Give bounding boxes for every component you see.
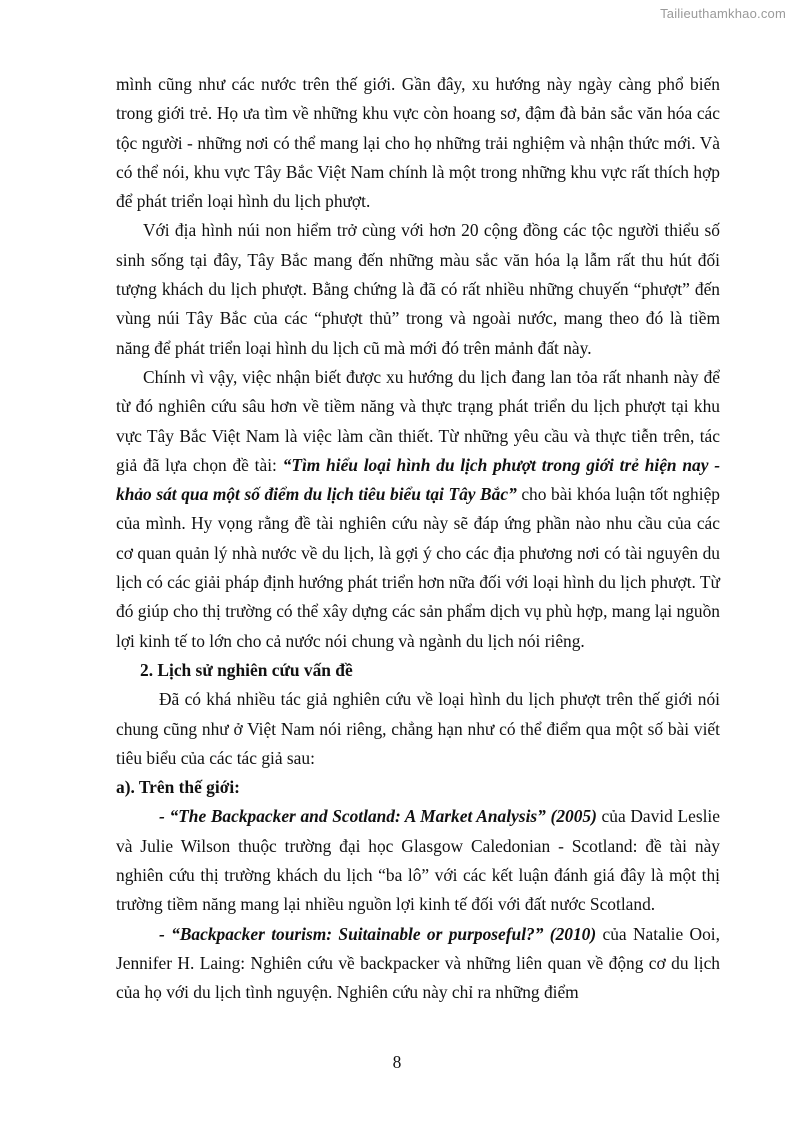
list-item-backpacker-tourism (116, 920, 720, 1008)
paragraph-intro-continuation: mình cũng như các nước trên thế giới. Gần đây, xu hướng này ngày càng phổ biến trong giới trẻ. Họ ưa tìm về những khu vực còn hoang sơ, đậm đà bản sắc văn hóa các tộc người - những nơi có thể mang lại cho họ những trải nghiệm và nhận thức mới. Và có thể nói, khu vực Tây Bắc Việt Nam chính là một trong những khu vực rất thích hợp để phát triển loại hình du lịch phượt. (116, 74, 720, 212)
list-item-backpacker-scotland (116, 802, 720, 919)
document-page (116, 70, 720, 1008)
page-number: 8 (392, 1052, 402, 1072)
watermark-text: Tailieuthamkhao.com (660, 6, 786, 21)
topic-follow-text: cho bài khóa luận tốt nghiệp của mình. Hy vọng rằng đề tài nghiên cứu này sẽ đáp ứng phần nào nhu cầu của các cơ quan quản lý nhà nước về du lịch, là gợi ý cho các địa phương nơi có tài nguyên du lịch có các giải pháp định hướng phát triển hơn nữa đối với loại hình du lịch phượt. Từ đó giúp cho thị trường có thể xây dựng các sản phẩm dịch vụ phù hợp, mang lại nguồn lợi kinh tế to lớn cho cả nước nói chung và ngành du lịch nói riêng. (116, 484, 720, 651)
reference-description: của David Leslie và Julie Wilson thuộc trường đại học Glasgow Caledonian - Scotland: đề tài này nghiên cứu thị trường khách du lịch “ba lô” với các kết luận đánh giá đây là một thị trường tiềm năng mang lại nhiều nguồn lợi kinh tế đối với đất nước Scotland. (116, 806, 720, 915)
thesis-title: “Tìm hiểu loại hình du lịch phượt trong giới trẻ hiện nay - khảo sát qua một số điểm du lịch tiêu biểu tại Tây Bắc” (116, 454, 720, 505)
topic-lead-text: Chính vì vậy, việc nhận biết được xu hướng du lịch đang lan tỏa rất nhanh này để từ đó nghiên cứu sâu hơn về tiềm năng và thực trạng phát triển du lịch phượt tại khu vực Tây Bắc Việt Nam là việc làm cần thiết. Từ những yêu cầu và thực tiễn trên, tác giả đã lựa chọn đề tài: (116, 366, 720, 475)
reference-title: - “Backpacker tourism: Suitainable or purposeful?” (2010) (159, 923, 597, 944)
paragraph-research-history-intro: Đã có khá nhiều tác giả nghiên cứu về loại hình du lịch phượt trên thế giới nói chung cũng như ở Việt Nam nói riêng, chẳng hạn như có thể điểm qua một số bài viết tiêu biểu của các tác giả sau: (116, 689, 720, 768)
section-heading-research-history: 2. Lịch sử nghiên cứu vấn đề (140, 659, 353, 680)
paragraph-northwest-culture: Với địa hình núi non hiểm trở cùng với hơn 20 cộng đồng các tộc người thiểu số sinh sống tại đây, Tây Bắc mang đến những màu sắc văn hóa lạ lẫm rất thu hút đối tượng khách du lịch phượt. Bằng chứng là đã có rất nhiều những chuyến “phượt” đến vùng núi Tây Bắc của các “phượt thủ” trong và ngoài nước, mang theo đó là tiềm năng để phát triển loại hình du lịch cũ mà mới đó trên mảnh đất này. (116, 220, 720, 358)
reference-title: - “The Backpacker and Scotland: A Market Analysis” (2005) (159, 806, 597, 827)
subsection-heading-world: a). Trên thế giới: (116, 777, 240, 798)
reference-description: của Natalie Ooi, Jennifer H. Laing: Nghiên cứu về backpacker và những liên quan về động cơ du lịch của họ với du lịch tình nguyện. Nghiên cứu này chỉ ra những điểm (116, 923, 720, 1003)
paragraph-topic-selection (116, 363, 720, 656)
